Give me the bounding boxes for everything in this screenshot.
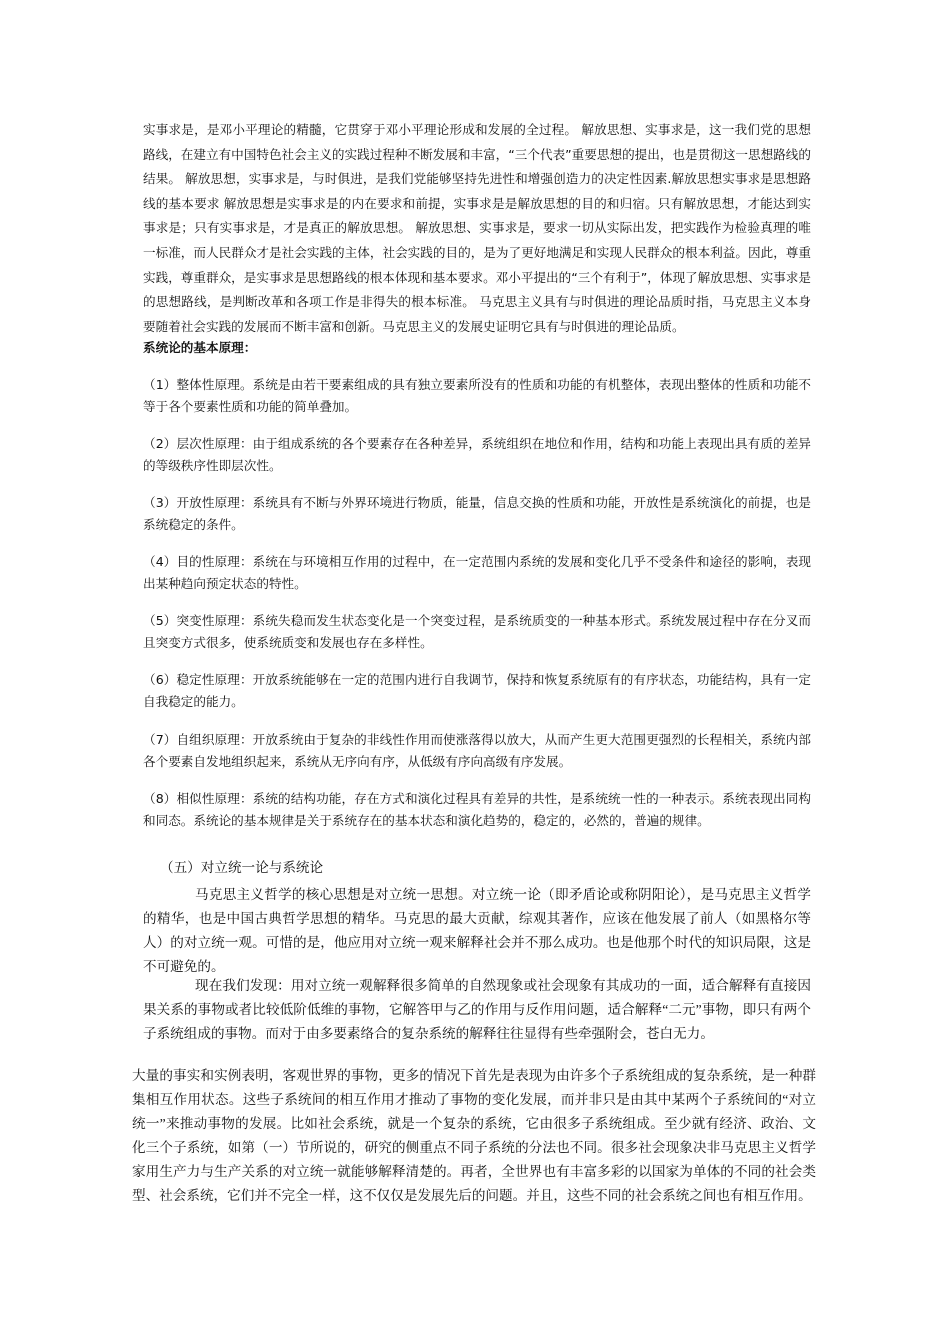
section-title: （五）对立统一论与系统论 xyxy=(160,860,324,875)
principle-item-3: （3）开放性原理：系统具有不断与外界环境进行物质，能量，信息交换的性质和功能，开放性是系统演化的前提，也是系统稳定的条件。 xyxy=(143,495,811,532)
principle-item-6: （6）稳定性原理：开放系统能够在一定的范围内进行自我调节，保持和恢复系统原有的有序状态，功能结构，具有一定自我稳定的能力。 xyxy=(143,672,811,709)
principles-heading: 系统论的基本原理： xyxy=(143,340,257,355)
section-paragraph-2: 现在我们发现：用对立统一观解释很多简单的自然现象或社会现象有其成功的一面，适合解释有直接因果关系的事物或者比较低阶低维的事物，它解答甲与乙的作用与反作用问题，适合解释“二元”事物，即只有两个子系统组成的事物。而对于由多要素络合的复杂系统的解释往往显得有些牵强附会，苍白无力。 xyxy=(143,978,811,1041)
section-paragraph-1: 马克思主义哲学的核心思想是对立统一思想。对立统一论（即矛盾论或称阴阳论），是马克思主义哲学的精华，也是中国古典哲学思想的精华。马克思的最大贡献，综观其著作，应该在他发展了前人（如黑格尔等人）的对立统一观。可惜的是，他应用对立统一观来解释社会并不那么成功。也是他那个时代的知识局限，这是不可避免的。 xyxy=(143,887,811,974)
principle-item-8: （8）相似性原理：系统的结构功能，存在方式和演化过程具有差异的共性，是系统统一性的一种表示。系统表现出同构和同态。系统论的基本规律是关于系统存在的基本状态和演化趋势的，稳定的，必然的，普遍的规律。 xyxy=(143,791,811,828)
principle-item-1: （1）整体性原理。系统是由若干要素组成的具有独立要素所没有的性质和功能的有机整体，表现出整体的性质和功能不等于各个要素性质和功能的简单叠加。 xyxy=(143,377,811,414)
principle-item-2: （2）层次性原理：由于组成系统的各个要素存在各种差异，系统组织在地位和作用，结构和功能上表现出具有质的差异的等级秩序性即层次性。 xyxy=(143,436,811,473)
principle-item-4: （4）目的性原理：系统在与环境相互作用的过程中，在一定范围内系统的发展和变化几乎不受条件和途径的影响，表现出某种趋向预定状态的特性。 xyxy=(143,554,811,591)
intro-paragraph: 实事求是，是邓小平理论的精髓，它贯穿于邓小平理论形成和发展的全过程。 解放思想、实事求是，这一我们党的思想路线，在建立有中国特色社会主义的实践过程种不断发展和丰富，“三个代表”重要思想的提出，也是贯彻这一思想路线的结果。 解放思想，实事求是，与时俱进，是我们党能够坚持先进性和增强创造力的决定性因素.解放思想实事求是思想路线的基本要求 解放思想是实事求是的内在要求和前提，实事求是是解放思想的目的和归宿。只有解放思想，才能达到实事求是；只有实事求是，才是真正的解放思想。 解放思想、实事求是，要求一切从实际出发，把实践作为检验真理的唯一标准，而人民群众才是社会实践的主体，社会实践的目的，是为了更好地满足和实现人民群众的根本利益。因此，尊重实践，尊重群众，是实事求是思想路线的根本体现和基本要求。邓小平提出的“三个有利于”，体现了解放思想、实事求是的思想路线，是判断改革和各项工作是非得失的根本标准。 马克思主义具有与时俱进的理论品质时指，马克思主义本身要随着社会实践的发展而不断丰富和创新。马克思主义的发展史证明它具有与时俱进的理论品质。 xyxy=(143,122,811,334)
principle-item-7: （7）自组织原理：开放系统由于复杂的非线性作用而使涨落得以放大，从而产生更大范围更强烈的长程相关，系统内部各个要素自发地组织起来，系统从无序向有序，从低级有序向高级有序发展。 xyxy=(143,732,811,769)
section-paragraph-3: 大量的事实和实例表明，客观世界的事物，更多的情况下首先是表现为由许多个子系统组成的复杂系统，是一种群集相互作用状态。这些子系统间的相互作用才推动了事物的变化发展，而并非只是由其中某两个子系统间的“对立统一”来推动事物的发展。比如社会系统，就是一个复杂的系统，它由很多子系统组成。至少就有经济、政治、文化三个子系统，如第（一）节所说的，研究的侧重点不同子系统的分法也不同。很多社会现象决非马克思主义哲学家用生产力与生产关系的对立统一就能够解释清楚的。再者，全世界也有丰富多彩的以国家为单体的不同的社会类型、社会系统，它们并不完全一样，这不仅仅是发展先后的问题。并且，这些不同的社会系统之间也有相互作用。 xyxy=(132,1068,816,1203)
principle-item-5: （5）突变性原理：系统失稳而发生状态变化是一个突变过程，是系统质变的一种基本形式。系统发展过程中存在分叉而且突变方式很多，使系统质变和发展也存在多样性。 xyxy=(143,613,811,650)
